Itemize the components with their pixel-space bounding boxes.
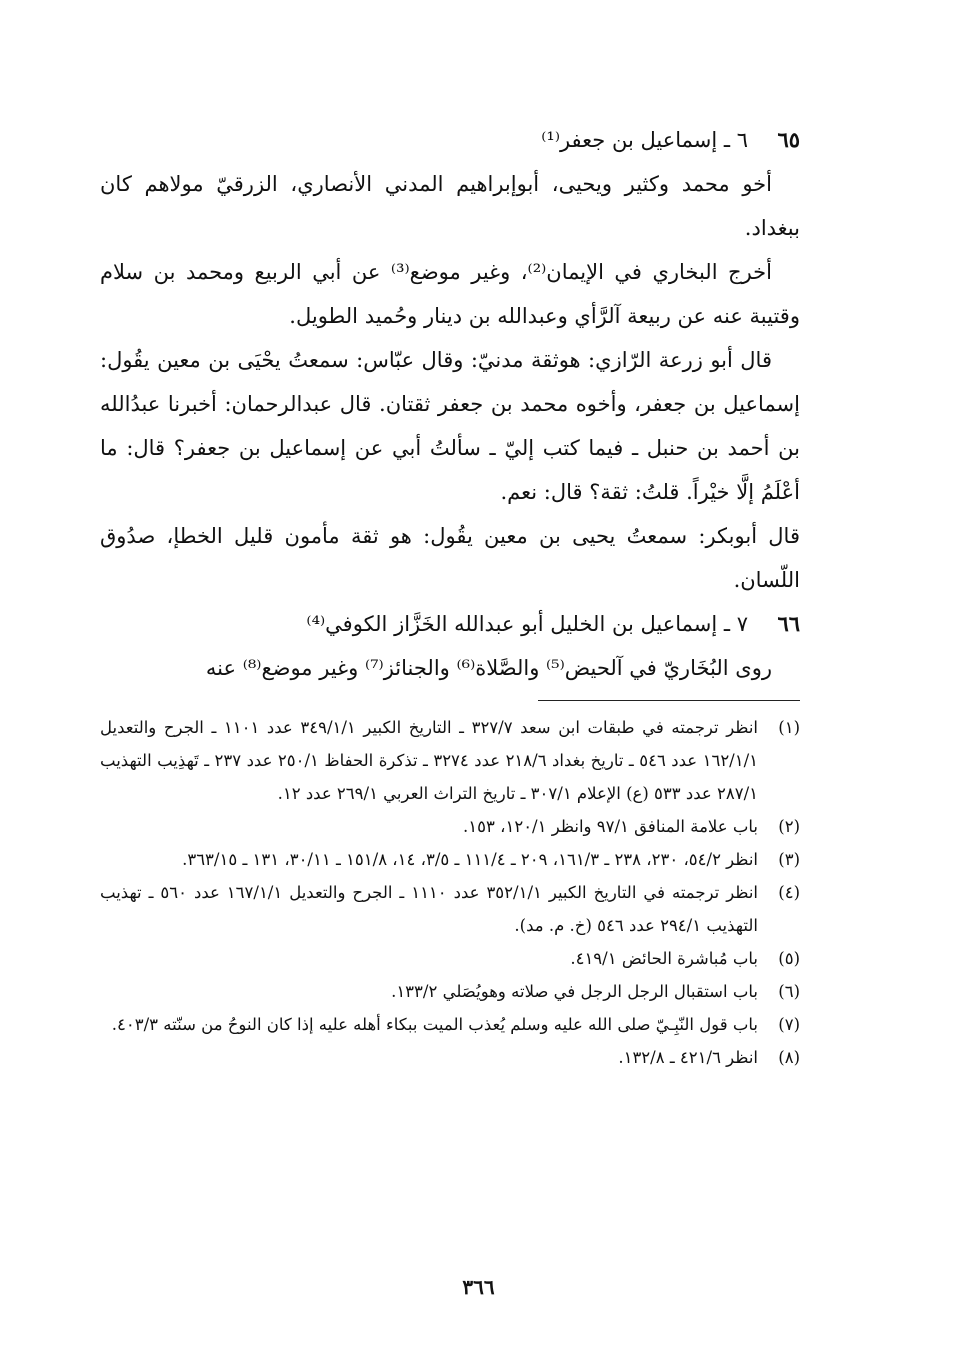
- entry-65-heading: [100, 118, 800, 162]
- footnote-text: انظر ٤٢١/٦ ـ ١٣٢/٨.: [618, 1048, 758, 1067]
- footnote: [100, 975, 800, 1008]
- footnote: [100, 1041, 800, 1074]
- footnote-divider: [538, 700, 800, 701]
- footnotes: [100, 711, 800, 1074]
- footnote-number: (٣): [778, 850, 800, 869]
- paragraph: قال أبوبكر: سمعتُ يحيى بن معين يقُول: هو ثقة مأمون قليل الخطإ، صدُوق اللّسان.: [100, 524, 800, 592]
- entry-title: ٧ ـ إسماعيل بن الخليل أبو عبدالله الخَزَّاز الكوفي⁽⁴⁾: [306, 612, 748, 636]
- footnote-number: (٥): [778, 949, 800, 968]
- paragraph: قال أبو زرعة الرّازي: هوثقة مدنيّ: وقال عبّاس: سمعتُ يحْيَى بن معين يقُول: إسماعيل بن جعفر، وأخوه محمد بن جعفر ثقتان. قال عبدالرحمان: أخبرنا عبدُالله بن أحمد بن حنبل ـ فيما كتب إليّ ـ سألتُ أبي عن إسماعيل بن جعفر؟ قال: ما أعْلَمُ إلَّا خيْراً. قلتُ: ثقة؟ قال: نعم.: [100, 348, 800, 504]
- footnote-number: (٦): [778, 982, 800, 1001]
- footnote-number: (٨): [778, 1048, 800, 1067]
- footnote-text: انظر ٥٤/٢، ٢٣٠، ٢٣٨ ـ ١٦١/٣، ٢٠٩ ـ ١١١/٤ ـ ٣/٥، ١٤، ١٥١/٨ ـ ٣٠/١١، ١٣١ ـ ٣٦٣/١٥.: [182, 850, 758, 869]
- footnote-number: (١): [778, 718, 800, 737]
- footnote-number: (٧): [778, 1015, 800, 1034]
- page-content: [100, 118, 800, 1074]
- main-text: [100, 118, 800, 690]
- footnote: [100, 1008, 800, 1041]
- entry-number: ٦٦: [777, 611, 800, 636]
- footnote-text: انظر ترجمته في التاريخ الكبير ٣٥٢/١/١ عدد ١١١٠ ـ الجرح والتعديل ١٦٧/١/١ عدد ٥٦٠ ـ تهذيب التهذيب ٢٩٤/١ عدد ٥٤٦ (خ. م. مد).: [100, 883, 759, 935]
- paragraph: روى البُخَاريّ في آلحيض⁽⁵⁾ والصَّلاة⁽⁶⁾ والجنائز⁽⁷⁾ وغير موضع⁽⁸⁾ عنه: [205, 656, 772, 680]
- footnote-text: باب مُباشرة الحائض ٤١٩/١.: [570, 949, 758, 968]
- entry-title: ٦ ـ إسماعيل بن جعفر⁽¹⁾: [541, 128, 748, 152]
- footnote-number: (٤): [778, 883, 800, 902]
- page-number: ٣٦٦: [462, 1275, 495, 1299]
- paragraph: أخرج البخاري في الإيمان⁽²⁾، وغير موضع⁽³⁾ عن أبي الربيع ومحمد بن سلام وقتيبة عنه عن ربيعة آلرَّأي وعبدالله بن دينار وحُميد الطويل.: [100, 260, 800, 328]
- footnote-text: باب استقبال الرجل الرجل في صلاته وهويُصَلي ١٣٣/٢.: [391, 982, 758, 1001]
- footnote: [100, 810, 800, 843]
- footnote: [100, 942, 800, 975]
- footnote-text: باب علامة المنافق ٩٧/١ وانظر ١٢٠/١، ١٥٣.: [463, 817, 758, 836]
- footnote: [100, 843, 800, 876]
- footnote: [100, 876, 800, 942]
- footnote-text: انظر ترجمته في طبقات ابن سعد ٣٢٧/٧ ـ التاريخ الكبير ٣٤٩/١/١ عدد ١١٠١ ـ الجرح والتعديل ١٦٢/١/١ عدد ٥٤٦ ـ تاريخ بغداد ٢١٨/٦ عدد ٣٢٧٤ ـ تذكرة الحفاظ ٢٥٠/١ عدد ٢٣٧ ـ تَهذِيب التهذيب ٢٨٧/١ عدد ٥٣٣ (ع) الإعلام ٣٠٧/١ ـ تاريخ التراث العربي ٢٦٩/١ عدد ١٢.: [100, 718, 759, 803]
- footnote: [100, 711, 800, 810]
- entry-66-heading: [100, 602, 800, 646]
- footnote-number: (٢): [778, 817, 800, 836]
- paragraph: أخو محمد وكثير ويحيى، أبوإبراهيم المدني الأنصاري، الزرقيّ مولاهم كان ببغداد.: [100, 172, 800, 240]
- entry-number: ٦٥: [777, 127, 800, 152]
- footnote-text: باب قول النّبِـيّ صلى الله عليه وسلم يُعذب الميت ببكاء أهله عليه إذا كان النوحُ من سنّته ٤٠٣/٣.: [111, 1015, 758, 1034]
